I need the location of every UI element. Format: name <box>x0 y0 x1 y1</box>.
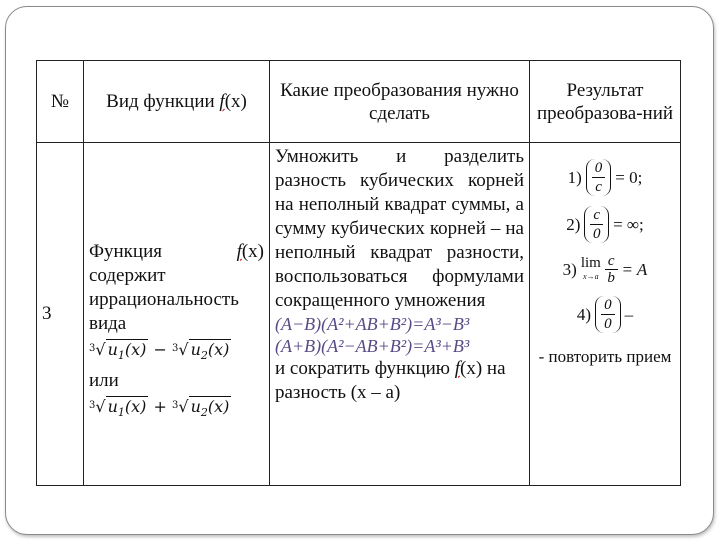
root-index: 3 <box>89 342 96 354</box>
minus-op: − <box>148 339 172 359</box>
fraction-num: 0 <box>592 159 606 178</box>
fraction-brace <box>595 296 621 333</box>
result-value: = A <box>621 259 648 279</box>
header-fx-symbol: f <box>219 91 225 112</box>
root-index: 3 <box>89 400 96 411</box>
transform-tail <box>275 357 524 405</box>
function-description <box>89 240 264 336</box>
fraction-den: 0 <box>604 316 612 332</box>
limit-symbol <box>580 254 601 283</box>
result-label: 4) <box>576 304 592 324</box>
header-fx-arg: (x) <box>224 91 247 112</box>
result-cell <box>530 143 681 486</box>
formula-difference-cubes: (A−B)(A²+AB+B²)=A³−B³ <box>275 314 470 334</box>
transform-tail-text: и сократить функцию <box>275 358 455 379</box>
result-item-4 <box>532 296 678 333</box>
limit-fraction <box>605 253 618 286</box>
transform-f-symbol: f <box>454 358 461 379</box>
result-value: = 0; <box>615 167 643 187</box>
header-function-type-text: Вид функции <box>106 91 220 112</box>
u-sub: 2 <box>200 406 208 420</box>
cube-root-3: $^3$√ $u_1(x)$ <box>89 397 147 420</box>
lim-sub: x→a <box>583 271 599 281</box>
result-label: 3) <box>562 259 577 279</box>
fraction-den: b <box>607 270 615 286</box>
u-arg: (x) <box>207 339 230 359</box>
sum-expression <box>89 393 264 426</box>
repeat-instruction: - повторить прием <box>538 347 672 366</box>
u-arg: (x) <box>124 397 147 416</box>
u-sub: 2 <box>200 349 208 362</box>
u-symbol: u <box>190 339 201 359</box>
u-symbol: u <box>107 397 118 416</box>
result-value: – <box>624 304 634 324</box>
fraction-num: c <box>590 206 603 225</box>
u-arg: (x) <box>207 397 230 416</box>
table-header-row <box>37 61 681 143</box>
u-symbol: u <box>190 397 201 416</box>
u-arg: (x) <box>124 339 147 359</box>
u-sub: 1 <box>117 349 125 362</box>
header-transform: Какие преобразования нужно сделать <box>270 61 530 143</box>
lim-word: lim <box>580 254 601 271</box>
transform-tail-end: (x) на разность (x – a) <box>275 358 506 403</box>
cube-root-1: $^3$√ $u_1(x)$ <box>89 339 147 362</box>
root-index: 3 <box>171 342 179 354</box>
function-desc-text: Функция <box>89 240 237 262</box>
function-cell <box>84 143 270 486</box>
table-row <box>37 143 681 486</box>
u-sub: 1 <box>117 406 125 420</box>
transform-text: Умножить и разделить разность кубических корней на неполный квадрат суммы, а сумму кубических корней – на неполный квадрат разности, воспользоваться формулами сокращенного умножения <box>275 146 524 311</box>
u-symbol: u <box>107 339 118 359</box>
result-value: = ∞; <box>613 214 644 234</box>
fraction-brace <box>584 206 609 243</box>
function-f-symbol: f <box>236 240 242 262</box>
fraction-brace <box>586 159 612 196</box>
result-label: 1) <box>567 167 582 187</box>
function-desc-tail: (x) содержит иррациональность вида <box>89 240 264 334</box>
difference-expression <box>89 336 264 369</box>
result-item-3 <box>532 253 678 286</box>
formula-sum-cubes: (A+B)(A²−AB+B²)=A³+B³ <box>275 336 470 356</box>
header-num: № <box>37 61 84 143</box>
result-item-1 <box>532 159 678 196</box>
header-function-type <box>84 61 270 143</box>
result-item-2 <box>532 206 678 243</box>
fraction-den: c <box>595 179 602 195</box>
transformations-table <box>36 60 681 486</box>
fraction-num: c <box>605 253 618 270</box>
or-text: или <box>89 370 119 391</box>
fraction-num: 0 <box>601 296 615 315</box>
header-result: Результат преобразова-ний <box>530 61 681 143</box>
root-index: 3 <box>171 400 179 411</box>
fraction-den: 0 <box>592 226 601 242</box>
transform-cell <box>270 143 530 486</box>
row-num: 3 <box>37 143 84 486</box>
cube-root-2: $^3$√ $u_2(x)$ <box>171 339 230 362</box>
plus-op: + <box>148 397 172 416</box>
cube-root-4: $^3$√ $u_2(x)$ <box>171 397 230 420</box>
result-label: 2) <box>566 214 581 234</box>
